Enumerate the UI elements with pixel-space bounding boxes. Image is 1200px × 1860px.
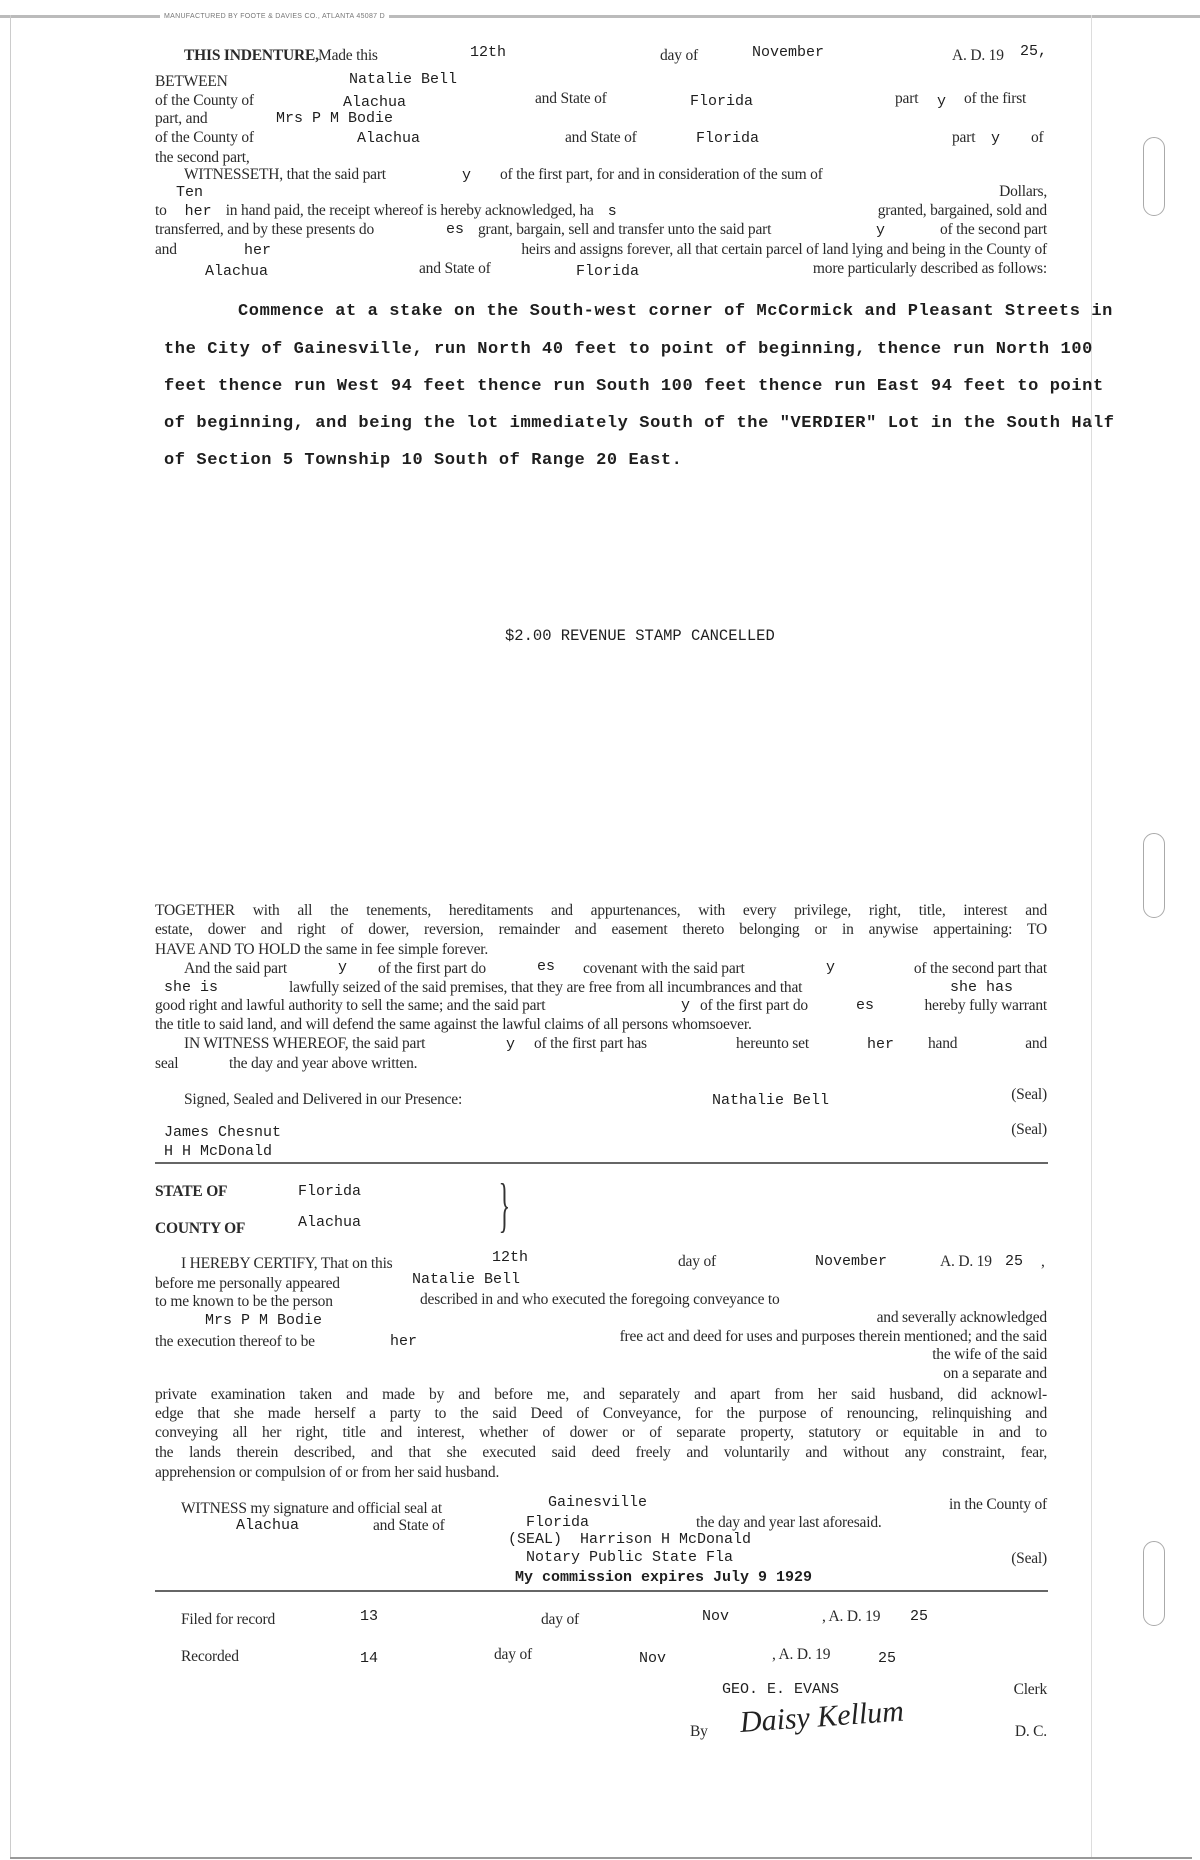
recorded-year: 25 [878, 1650, 897, 1667]
state-label: STATE OF [155, 1183, 228, 1200]
label: IN WITNESS WHEREOF, the said part [184, 1035, 426, 1052]
legal-description-line: Commence at a stake on the South-west corner of McCormick and Pleasant Streets in [238, 302, 1113, 321]
indenture-heading: THIS INDENTURE, [184, 47, 319, 64]
notary-city: Gainesville [548, 1494, 648, 1511]
label: described in and who executed the foregoing conveyance to [420, 1291, 780, 1308]
label: and State of [419, 260, 491, 277]
manufacturer-imprint: MANUFACTURED BY FOOTE & DAVIES CO., ATLANTA 45087 D [160, 12, 389, 21]
label: the day and year above written. [229, 1055, 418, 1072]
fill-y: y [506, 1036, 516, 1053]
label: of the second part that [913, 960, 1047, 977]
label: and State of [373, 1517, 445, 1534]
witness-signature: James Chesnut [164, 1124, 282, 1141]
filed-month: Nov [702, 1608, 730, 1625]
legal-description-line: of beginning, and being the lot immediately South of the "VERDIER" Lot in the South Half [164, 414, 1115, 433]
revenue-stamp-note: $2.00 REVENUE STAMP CANCELLED [505, 627, 775, 645]
ack-paragraph-line: apprehension or compulsion of or from her said husband. [155, 1464, 500, 1481]
label: of the first part do [700, 997, 808, 1014]
deed-year: 25, [1020, 43, 1048, 60]
ack-paragraph-line: the lands therein described, and that she executed said deed freely and voluntarily and without any constraint, fear, [155, 1444, 1047, 1461]
label: day of [660, 47, 698, 64]
ack-month: November [815, 1253, 888, 1270]
label: lawfully seized of the said premises, that they are free from all incumbrances and that [289, 979, 803, 996]
deed-day: 12th [470, 44, 507, 61]
notary-name: (SEAL) Harrison H McDonald [508, 1531, 752, 1548]
label: I HEREBY CERTIFY, That on this [181, 1255, 393, 1272]
divider [155, 1590, 1048, 1592]
notary-commission: My commission expires July 9 1929 [515, 1569, 813, 1586]
fill-y: y [876, 222, 886, 239]
label: to [155, 202, 167, 219]
fill-es: es [446, 221, 465, 238]
label: of the first part has [534, 1035, 647, 1052]
label: of the first [964, 90, 1027, 107]
ack-state: Florida [298, 1183, 362, 1200]
legal-description-line: feet thence run West 94 feet thence run South 100 feet thence run East 94 feet to point [164, 377, 1104, 396]
notary-county: Alachua [236, 1517, 300, 1534]
label: on a separate and [943, 1365, 1047, 1382]
binder-hole [1143, 1541, 1165, 1626]
label: A. D. 19 [952, 47, 1004, 64]
label: of the first part, for and in consideration of the sum of [500, 166, 823, 183]
grantee-name: Mrs P M Bodie [276, 110, 394, 127]
label: part [952, 129, 976, 146]
recorded-day: 14 [360, 1650, 379, 1667]
grantor-signature: Nathalie Bell [712, 1092, 830, 1109]
receipt-row [155, 203, 617, 220]
label: WITNESSETH, that the said part [184, 166, 386, 183]
fill-es: es [537, 958, 556, 975]
fill-y: y [937, 93, 947, 110]
label: day of [541, 1611, 579, 1628]
habendum-line: TOGETHER with all the tenements, hereditaments and appurtenances, with every privilege, right, title, interest and [155, 902, 1047, 919]
label: the wife of the said [932, 1346, 1047, 1363]
label: Recorded [181, 1648, 239, 1665]
label: , A. D. 19 [772, 1646, 831, 1663]
notary-state: Florida [526, 1514, 590, 1531]
label: part [895, 90, 919, 107]
filed-day: 13 [360, 1608, 379, 1625]
label: granted, bargained, sold and [877, 202, 1047, 219]
label: in hand paid, the receipt whereof is hereby acknowledged, ha [225, 202, 594, 219]
label: good right and lawful authority to sell the same; and the said part [155, 997, 546, 1014]
label: the second part, [155, 149, 250, 166]
label: to me known to be the person [155, 1293, 333, 1310]
left-border [10, 15, 11, 1858]
fill-es: es [856, 997, 875, 1014]
ack-day: 12th [492, 1249, 529, 1266]
label: the execution thereof to be [155, 1333, 315, 1350]
fill-y: y [826, 959, 836, 976]
label: and [1025, 1035, 1047, 1052]
habendum-line: HAVE AND TO HOLD the same in fee simple forever. [155, 941, 489, 958]
label: of the first part do [378, 960, 486, 977]
label: hereunto set [736, 1035, 809, 1052]
label: of [1031, 129, 1044, 146]
notary-title: Notary Public State Fla [526, 1549, 734, 1566]
fill-y: y [338, 959, 348, 976]
label: WITNESS my signature and official seal at [181, 1500, 442, 1517]
grantor-name: Natalie Bell [349, 71, 458, 88]
right-margin-line [1091, 15, 1092, 1858]
county-label: COUNTY OF [155, 1220, 246, 1237]
land-state: Florida [576, 263, 640, 280]
bottom-border [10, 1857, 1192, 1859]
label: By [690, 1723, 708, 1740]
ack-year: 25 [1005, 1253, 1024, 1270]
recorded-month: Nov [639, 1650, 667, 1667]
label: grant, bargain, sell and transfer unto the said part [478, 221, 772, 238]
label: day of [678, 1253, 716, 1270]
seal-label: (Seal) [1011, 1121, 1047, 1138]
ack-paragraph-line: private examination taken and made by and before me, and separately and apart from her said husband, did acknowl- [155, 1386, 1047, 1403]
label: Signed, Sealed and Delivered in our Presence: [184, 1091, 463, 1108]
fill-y: y [681, 997, 691, 1014]
habendum-line: estate, dower and right of dower, reversion, remainder and easement thereto belonging or in anywise appertaining: TO [155, 921, 1047, 938]
label: free act and deed for uses and purposes therein mentioned; and the said [619, 1328, 1047, 1345]
label: more particularly described as follows: [812, 260, 1047, 277]
fill-her: her [244, 242, 272, 259]
ack-paragraph-line: edge that she made herself a party to the said Deed of Conveyance, for the purpose of renouncing, relinquishing and [155, 1405, 1047, 1422]
fill-her: her [184, 203, 212, 220]
divider [155, 1162, 1048, 1164]
witness-signature: H H McDonald [164, 1143, 273, 1160]
fill-y: y [991, 130, 1001, 147]
ack-grantee: Mrs P M Bodie [205, 1312, 323, 1329]
label: of the County of [155, 92, 254, 109]
legal-description-line: of Section 5 Township 10 South of Range 20 East. [164, 451, 683, 470]
deputy-signature: Daisy Kellum [738, 1694, 905, 1739]
fill-she-has: she has [950, 979, 1014, 996]
label: BETWEEN [155, 73, 228, 90]
legal-description-line: the City of Gainesville, run North 40 feet to point of beginning, thence run North 100 [164, 340, 1093, 359]
label: And the said part [184, 960, 287, 977]
label: hand [928, 1035, 958, 1052]
label: Dollars, [999, 183, 1047, 200]
label: in the County of [949, 1496, 1047, 1513]
label: seal [155, 1055, 179, 1072]
label: Filed for record [181, 1611, 276, 1628]
land-county: Alachua [205, 263, 269, 280]
label: and [155, 241, 177, 258]
grantee-county: Alachua [357, 130, 421, 147]
clerk-name: GEO. E. EVANS [722, 1681, 840, 1698]
label: A. D. 19 [940, 1253, 992, 1270]
label: and State of [565, 129, 637, 146]
label: transferred, and by these presents do [155, 221, 374, 238]
label: and severally acknowledged [876, 1309, 1047, 1326]
seal-label: (Seal) [1011, 1550, 1047, 1567]
ack-person: Natalie Bell [412, 1271, 521, 1288]
grantee-state: Florida [696, 130, 760, 147]
label: Clerk [1013, 1681, 1047, 1698]
binder-hole [1143, 137, 1165, 216]
fill-her: her [390, 1333, 418, 1350]
grantor-county: Alachua [343, 94, 407, 111]
fill-s: s [607, 203, 617, 220]
label: D. C. [1014, 1723, 1047, 1740]
fill-her: her [867, 1036, 895, 1053]
seal-label: (Seal) [1011, 1086, 1047, 1103]
ack-county: Alachua [298, 1214, 362, 1231]
label: part, and [155, 110, 208, 127]
label: the title to said land, and will defend the same against the lawful claims of all persons whomsoever. [155, 1016, 752, 1033]
ack-paragraph-line: conveying all her right, title and interest, whether of dower or of separate property, statutory or equitable in and to [155, 1424, 1047, 1441]
label: before me personally appeared [155, 1275, 340, 1292]
label: the day and year last aforesaid. [696, 1514, 882, 1531]
grantor-state: Florida [690, 93, 754, 110]
label: of the second part [939, 221, 1047, 238]
binder-hole [1143, 833, 1165, 918]
label: hereby fully warrant [924, 997, 1047, 1014]
label: heirs and assigns forever, all that certain parcel of land lying and being in the County of [521, 241, 1047, 258]
label: Made this [318, 47, 378, 64]
label: of the County of [155, 129, 254, 146]
fill-y: y [462, 167, 472, 184]
label: day of [494, 1646, 532, 1663]
brace: } [498, 1172, 511, 1238]
consideration-sum: Ten [176, 184, 204, 201]
label: covenant with the said part [583, 960, 745, 977]
label: , [1041, 1253, 1045, 1270]
filed-year: 25 [910, 1608, 929, 1625]
fill-she-is: she is [164, 979, 219, 996]
label: and State of [535, 90, 607, 107]
deed-month: November [752, 44, 825, 61]
label: , A. D. 19 [822, 1608, 881, 1625]
